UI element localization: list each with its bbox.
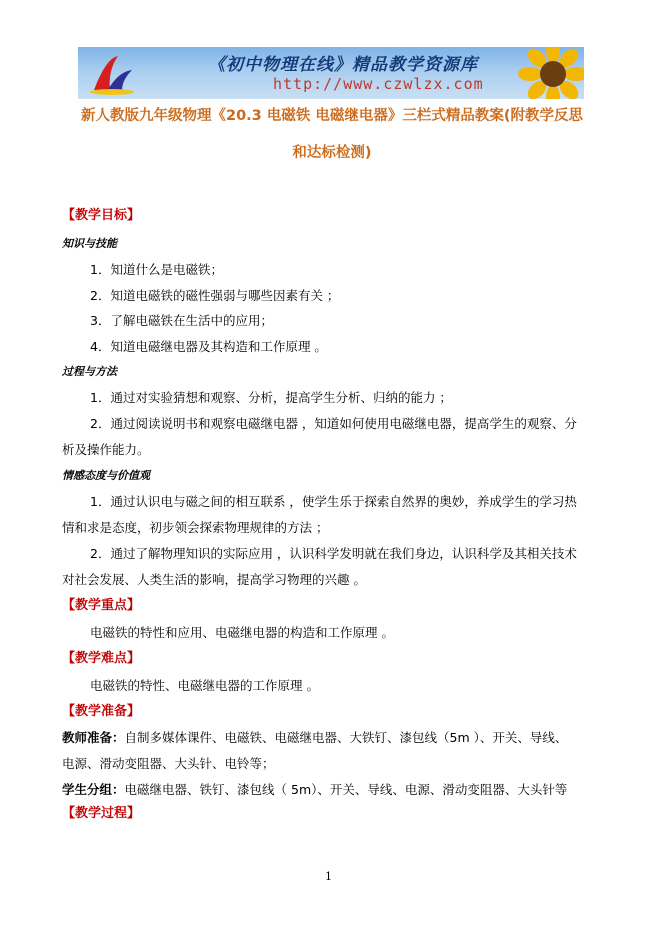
emotion-item: 1．通过认识电与磁之间的相互联系 ，使学生乐于探索自然界的奥妙，养成学生的学习热 bbox=[90, 494, 577, 509]
knowledge-item: 1．知道什么是电磁铁； bbox=[90, 262, 223, 277]
teacher-preparation-continued: 电源、滑动变阻器、大头针、电铃等； bbox=[62, 756, 275, 771]
knowledge-heading: 知识与技能 bbox=[62, 237, 117, 250]
teacher-preparation bbox=[62, 729, 567, 747]
emotion-item-continued: 情和求是态度，初步领会探索物理规律的方法 ； bbox=[62, 520, 329, 535]
emotion-item-continued: 对社会发展、人类生活的影响，提高学习物理的兴趣 。 bbox=[62, 572, 366, 587]
difficult-points-text: 电磁铁的特性、电磁继电器的工作原理 。 bbox=[90, 678, 319, 693]
key-points-heading: 【教学重点】 bbox=[62, 598, 141, 613]
teaching-process-heading: 【教学过程】 bbox=[62, 806, 141, 821]
teacher-preparation-label: 教师准备： bbox=[62, 730, 125, 745]
process-item: 1．通过对实验猜想和观察、分析，提高学生分析、归纳的能力 ； bbox=[90, 390, 452, 405]
process-item-continued: 析及操作能力。 bbox=[62, 442, 150, 457]
logo-icon bbox=[88, 50, 136, 96]
key-points-text: 电磁铁的特性和应用、电磁继电器的构造和工作原理 。 bbox=[90, 625, 394, 640]
goals-heading: 【教学目标】 bbox=[62, 208, 141, 223]
difficult-points-heading: 【教学难点】 bbox=[62, 651, 141, 666]
document-title-line-1: 新人教版九年级物理《20.3 电磁铁 电磁继电器》三栏式精品教案(附教学反思 bbox=[81, 108, 583, 124]
teacher-preparation-text: 自制多媒体课件、电磁铁、电磁继电器、大铁钉、漆包线（5m ）、开关、导线、 bbox=[124, 730, 568, 745]
knowledge-item: 4．知道电磁继电器及其构造和工作原理 。 bbox=[90, 339, 327, 354]
emotion-item: 2．通过了解物理知识的实际应用 ，认识科学发明就在我们身边，认识科学及其相关技术 bbox=[90, 546, 577, 561]
emotion-heading: 情感态度与价值观 bbox=[62, 469, 150, 482]
sunflower-icon bbox=[518, 47, 584, 99]
banner-title: 《初中物理在线》精品教学资源库 bbox=[208, 55, 478, 75]
header-banner bbox=[78, 47, 584, 99]
process-heading: 过程与方法 bbox=[62, 365, 117, 378]
preparation-heading: 【教学准备】 bbox=[62, 704, 141, 719]
student-groups-text: 电磁继电器、铁钉、漆包线（ 5m）、开关、导线、电源、滑动变阻器、大头针等 bbox=[124, 782, 568, 797]
student-groups bbox=[62, 781, 567, 799]
knowledge-item: 3．了解电磁铁在生活中的应用； bbox=[90, 313, 273, 328]
page-number: 1 bbox=[325, 870, 332, 883]
process-item: 2．通过阅读说明书和观察电磁继电器 ，知道如何使用电磁继电器，提高学生的观察、分 bbox=[90, 416, 577, 431]
knowledge-item: 2．知道电磁铁的磁性强弱与哪些因素有关 ； bbox=[90, 288, 340, 303]
student-groups-label: 学生分组： bbox=[62, 782, 125, 797]
document-title-line-2: 和达标检测) bbox=[292, 145, 372, 161]
banner-url: http://www.czwlzx.com bbox=[273, 75, 484, 93]
